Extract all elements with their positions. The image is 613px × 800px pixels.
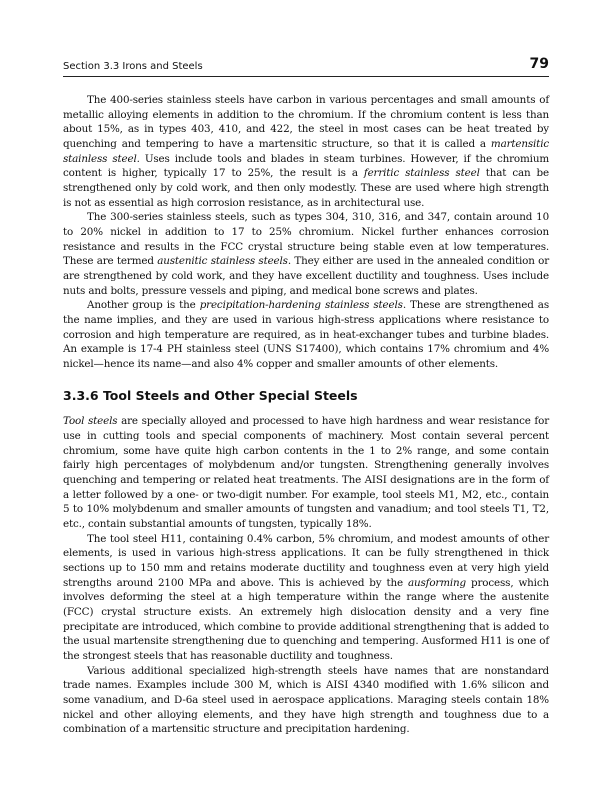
term-tool-steels: Tool steels	[63, 415, 118, 428]
running-header	[63, 56, 549, 76]
body-text	[63, 93, 549, 737]
text-run: Another group is the	[87, 299, 200, 312]
term-precipitation-hardening: precipitation-hardening stainless steels	[199, 299, 403, 312]
paragraph-300-series	[63, 210, 549, 298]
term-ausforming: ausforming	[407, 576, 467, 589]
text-run: . They either are used in the annealed condition or are strengthened by cold work, and they have excellent ductility and toughness. Uses include nuts and bolts, pressure vessels and piping, and medical bone screws and plates.	[63, 255, 549, 297]
term-ferritic: ferritic stainless steel	[363, 167, 480, 180]
text-run: that can be strengthened only by cold work, and then only modestly. These are used where high strength is not as essential as high corrosion resistance, as in architectural use.	[63, 167, 549, 209]
term-martensitic: martensitic stainless steel	[63, 137, 549, 165]
term-austenitic: austenitic stainless steels	[157, 255, 288, 268]
text-run: process, which involves deforming the steel at a high temperature within the range where the austenite (FCC) crystal structure exists. An extremely high dislocation density and a very fine precipitate are introduced, which combine to provide additional strengthening that is added to the usual martensite strengthening due to quenching and tempering. Ausformed H11 is one of the strongest steels that has reasonable ductility and toughness.	[63, 576, 549, 662]
paragraph-400-series	[63, 93, 549, 210]
text-run: The tool steel H11, containing 0.4% carbon, 5% chromium, and modest amounts of other elements, is used in various high-stress applications. It can be fully strengthened in thick sections up to 150 mm and retains moderate ductility and toughness even at very high yield strengths around 2100 MPa and above. This is achieved by the	[63, 532, 549, 589]
text-run: The 400-series stainless steels have carbon in various percentages and small amounts of metallic alloying elements in addition to the chromium. If the chromium content is less than about 15%, as in types 403, 410, and 422, the steel in most cases can be heat treated by quenching and tempering to have a martensitic structure, so that it is called a	[63, 94, 549, 150]
paragraph-special-steels	[63, 664, 549, 737]
paragraph-precipitation-hardening	[63, 298, 549, 371]
text-run: . These are strengthened as the name implies, and they are used in various high-stress applications where resistance to corrosion and high temperature are required, as in heat-exchanger tubes and turbine blades. An example is 17-4 PH stainless steel (UNS S17400), which contains 17% chromium and 4% nickel—hence its name—and also 4% copper and smaller amounts of other elements.	[63, 299, 549, 370]
page-number: 79	[529, 56, 549, 72]
section-title: Section 3.3 Irons and Steels	[63, 61, 203, 72]
paragraph-h11	[63, 532, 549, 664]
section-heading: 3.3.6 Tool Steels and Other Special Steels	[63, 388, 358, 404]
paragraph-tool-steels	[63, 414, 549, 531]
text-run: The 300-series stainless steels, such as types 304, 310, 316, and 347, contain around 10 to 20% nickel in addition to 17 to 25% chromium. Nickel further enhances corrosion resistance and results in the FCC crystal structure being stable even at low temperatures. These are termed	[63, 211, 549, 268]
text-run: Various additional specialized high-strength steels have names that are nonstandard trade names. Examples include 300 M, which is AISI 4340 modified with 1.6% silicon and some vanadium, and D-6a steel used in aerospace applications. Maraging steels contain 18% nickel and other alloying elements, and they have high strength and toughness due to a combination of a martensitic structure and precipitation hardening.	[63, 664, 549, 736]
text-run: are specially alloyed and processed to have high hardness and wear resistance for use in cutting tools and special components of machinery. Most contain several percent chromium, some have quite high carbon contents in the 1 to 2% range, and some contain fairly high percentages of molybdenum and/or tungsten. Strengthening generally involves quenching and tempering or related heat treatments. The AISI designations are in the form of a letter followed by a one- or two-digit number. For example, tool steels M1, M2, etc., contain 5 to 10% molybdenum and smaller amounts of tungsten and vanadium; and tool steels T1, T2, etc., contain substantial amounts of tungsten, typically 18%.	[63, 415, 549, 531]
header-rule	[63, 76, 549, 77]
text-run: . Uses include tools and blades in steam turbines. However, if the chromium content is higher, typically 17 to 25%, the result is a	[63, 152, 550, 180]
